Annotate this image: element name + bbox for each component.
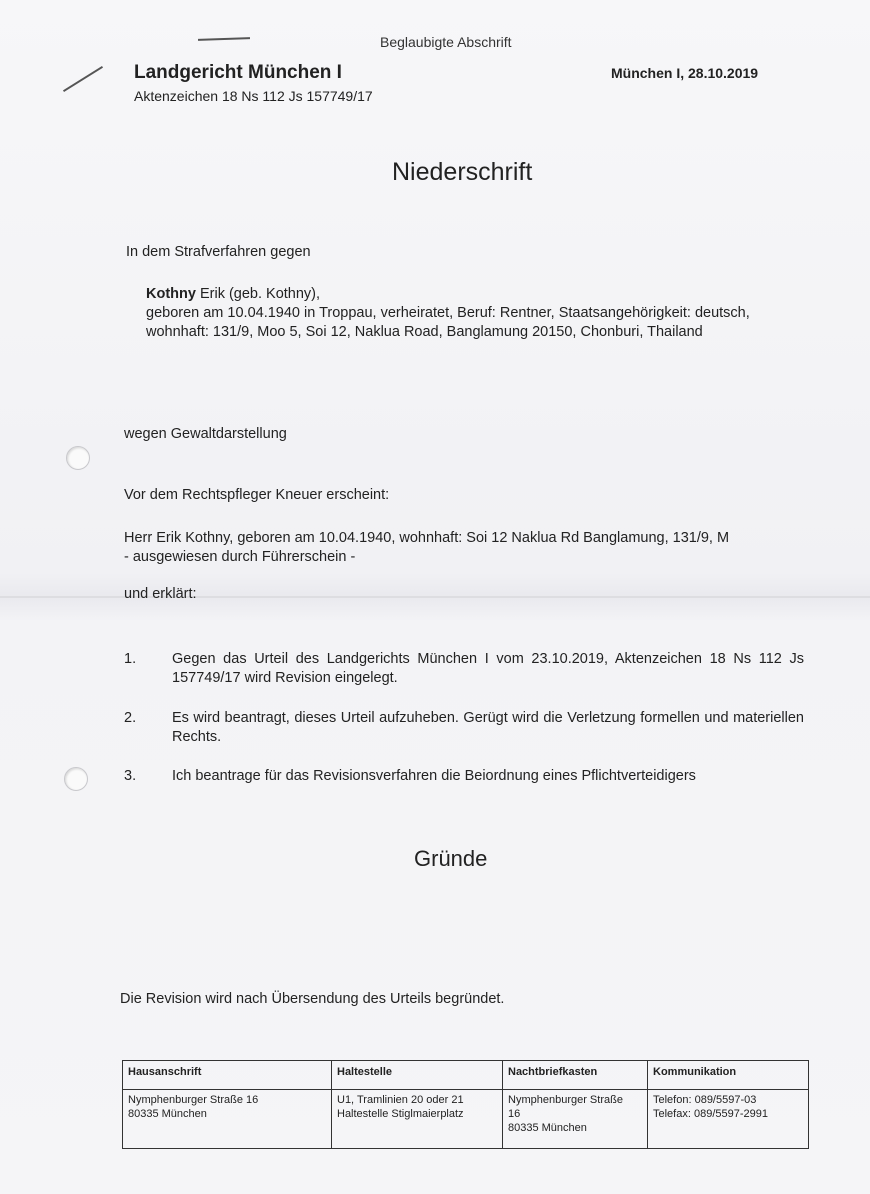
stop-cell (332, 1090, 503, 1149)
list-item (124, 650, 804, 688)
reasons-heading: Gründe (414, 846, 488, 871)
pen-mark (63, 66, 103, 92)
footer-contact-table (122, 1060, 809, 1149)
night-box-line: Nymphenburger Straße (508, 1094, 623, 1106)
punch-hole (66, 446, 90, 470)
identification-line: - ausgewiesen durch Führerschein - (124, 549, 356, 565)
footer-header-row (123, 1061, 809, 1090)
case-reference: Aktenzeichen 18 Ns 112 Js 157749/17 (134, 88, 373, 104)
defendant-details: geboren am 10.04.1940 in Troppau, verheiratet, Beruf: Rentner, Staatsangehörigkeit: deutsch, wohnhaft: 131/9, Moo 5, Soi 12, Naklua Road, Banglamung 20150, Chonburi, Thailand (146, 305, 750, 340)
footer-header: Hausanschrift (123, 1061, 332, 1090)
item-number: 1. (124, 651, 137, 667)
defendant-block (146, 285, 786, 342)
list-item (124, 767, 804, 786)
footer-header: Haltestelle (332, 1061, 503, 1090)
stop-line: Haltestelle Stiglmaierplatz (337, 1108, 464, 1120)
place-date: München I, 28.10.2019 (611, 65, 759, 81)
appearing-person (124, 529, 784, 567)
footer-header: Kommunikation (648, 1061, 809, 1090)
item-number: 3. (124, 768, 137, 784)
declares-line: und erklärt: (124, 586, 197, 602)
item-text: Es wird beantragt, dieses Urteil aufzuheben. Gerügt wird die Verletzung formellen und materiellen Rechts. (172, 710, 804, 745)
stop-line: U1, Tramlinien 20 oder 21 (337, 1094, 464, 1106)
night-box-cell (503, 1090, 648, 1149)
appearing-person-line: Herr Erik Kothny, geboren am 10.04.1940, wohnhaft: Soi 12 Naklua Rd Banglamung, 131/9, M (124, 530, 730, 546)
footer-header: Nachtbriefkasten (503, 1061, 648, 1090)
court-name: Landgericht München I (134, 62, 342, 83)
appearance-line: Vor dem Rechtspfleger Kneuer erscheint: (124, 487, 390, 503)
punch-hole (64, 767, 88, 791)
address-cell (123, 1090, 332, 1149)
address-line: 80335 München (128, 1108, 207, 1120)
night-box-line: 16 (508, 1108, 521, 1120)
item-text: Gegen das Urteil des Landgerichts München I vom 23.10.2019, Aktenzeichen 18 Ns 112 Js 157749/17 wird Revision eingelegt. (172, 651, 804, 686)
communication-cell (648, 1090, 809, 1149)
certified-copy-label: Beglaubigte Abschrift (380, 34, 512, 50)
document-title: Niederschrift (392, 158, 533, 186)
charge-line: wegen Gewaltdarstellung (124, 426, 287, 442)
item-number: 2. (124, 710, 137, 726)
list-item (124, 709, 804, 747)
night-box-line: 80335 München (508, 1122, 587, 1134)
item-text: Ich beantrage für das Revisionsverfahren die Beiordnung eines Pflichtverteidigers (172, 768, 696, 784)
pen-mark (198, 37, 250, 41)
footer-data-row (123, 1090, 809, 1149)
phone-line: Telefon: 089/5597-03 (653, 1094, 757, 1106)
fax-line: Telefax: 089/5597-2991 (653, 1108, 768, 1120)
address-line: Nymphenburger Straße 16 (128, 1094, 259, 1106)
reasons-text: Die Revision wird nach Übersendung des Urteils begründet. (120, 991, 505, 1007)
intro-line: In dem Strafverfahren gegen (126, 244, 311, 260)
defendant-surname: Kothny (146, 286, 196, 302)
defendant-name-rest: Erik (geb. Kothny), (195, 286, 321, 302)
